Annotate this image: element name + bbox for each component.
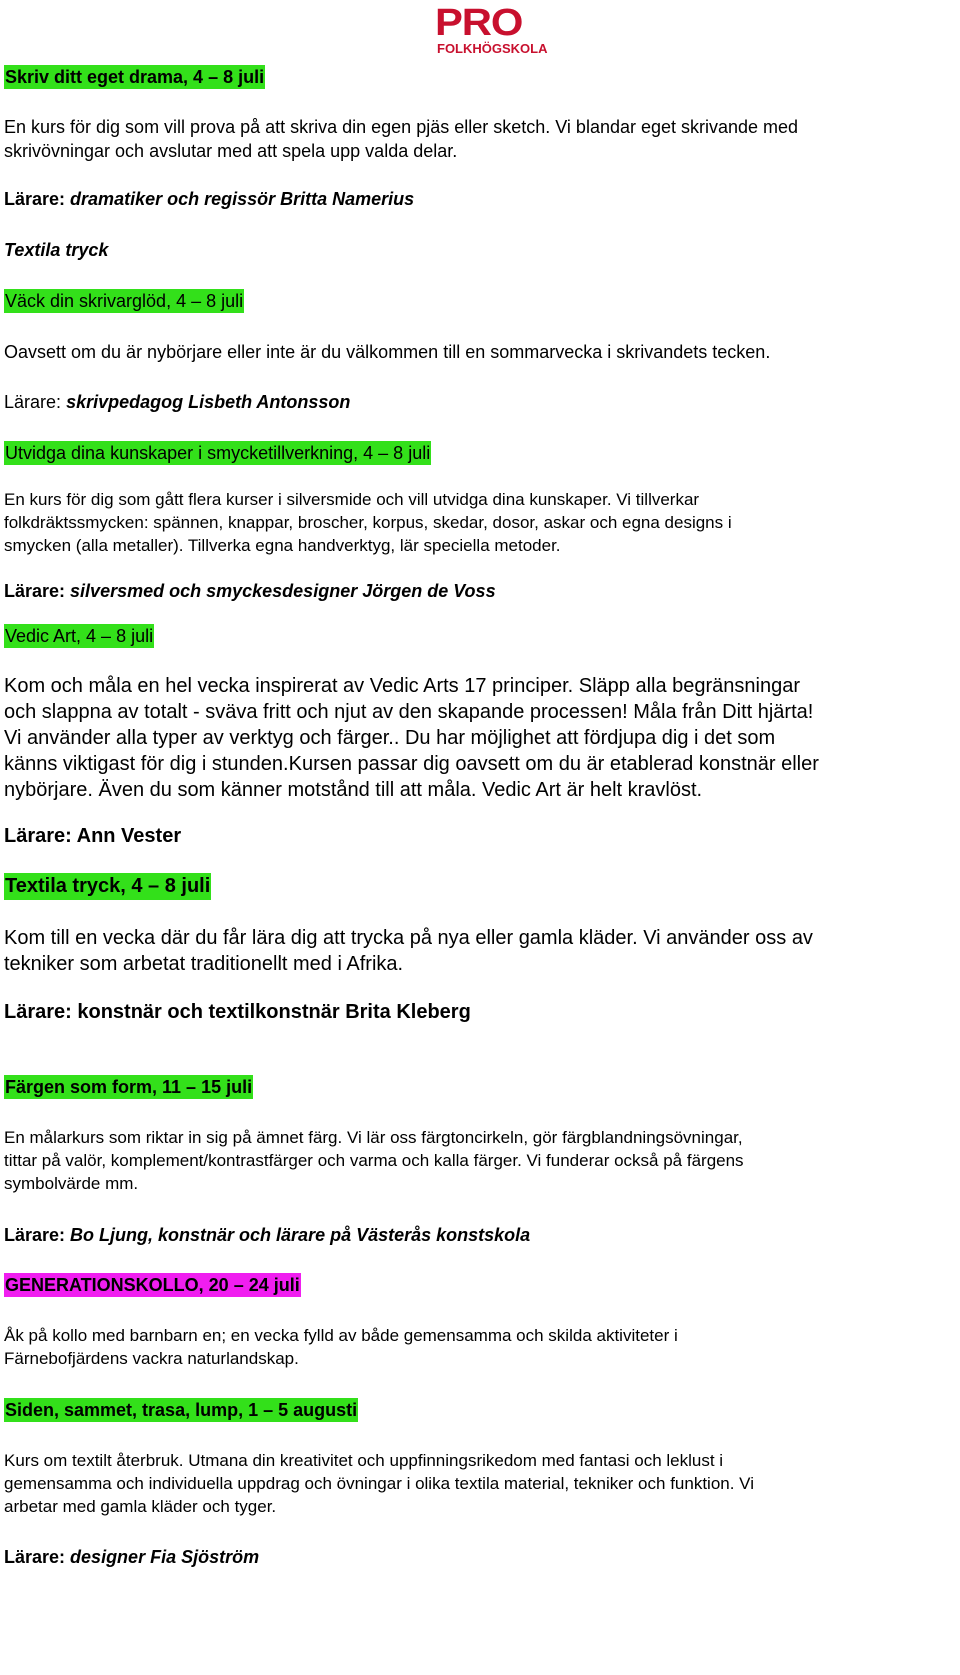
logo-main-text: PRO: [435, 2, 523, 44]
course-title: Utvidga dina kunskaper i smycketillverkning, 4 – 8 juli: [5, 443, 431, 463]
course-description: Kurs om textilt återbruk. Utmana din kreativitet och uppfinningsrikedom med fantasi och leklust i gemensamma och individuella uppdrag och övningar i olika textila material, tekniker och funktion. Vi arbetar med gamla kläder och tyger.: [4, 1451, 754, 1516]
course-description: Oavsett om du är nybörjare eller inte är du välkommen till en sommarvecka i skrivandets tecken.: [4, 342, 771, 362]
course-description: En målarkurs som riktar in sig på ämnet färg. Vi lär oss färgtoncirkeln, gör färgblandningsövningar, tittar på valör, komplement/kontrastfärger och varma och kalla färger. Vi funderar också på färgens symbolvärde mm.: [4, 1128, 744, 1193]
course-teacher: Lärare: silversmed och smyckesdesigner Jörgen de Voss: [4, 581, 496, 601]
course-title: Vedic Art, 4 – 8 juli: [5, 626, 154, 646]
logo-sub-text: FOLKHÖGSKOLA: [437, 41, 548, 56]
course-title: Väck din skrivarglöd, 4 – 8 juli: [5, 291, 244, 311]
course-teacher: Lärare: Bo Ljung, konstnär och lärare på Västerås konstskola: [4, 1225, 531, 1245]
course-title: Textila tryck, 4 – 8 juli: [4, 873, 211, 900]
course-description: En kurs för dig som gått flera kurser i silversmide och vill utvidga dina kunskaper. Vi tillverkar folkdräktssmycken: spännen, knappar, broscher, korpus, skedar, dosor, askar och egna designs i smycken (alla metaller). Tillverka egna handverktyg, lär speciella metoder.: [4, 490, 732, 555]
course-title: GENERATIONSKOLLO, 20 – 24 juli: [5, 1275, 300, 1295]
course-teacher: Lärare: skrivpedagog Lisbeth Antonsson: [4, 392, 351, 412]
pro-folkhogskola-logo: [435, 2, 548, 58]
course-description: Kom till en vecka där du får lära dig att trycka på nya eller gamla kläder. Vi använder oss av tekniker som arbetat traditionellt med i Afrika.: [4, 927, 813, 975]
course-description: Kom och måla en hel vecka inspirerat av Vedic Arts 17 principer. Släpp alla begränsningar och slappna av totalt - sväva fritt och njut av den skapande processen! Måla från Ditt hjärta! Vi använder alla typer av verktyg och färger.. Du har möjlighet att fördjupa dig i det som känns viktigast för dig i stunden.Kursen passar dig oavsett om du är etablerad konstnär eller nybörjare. Även du som känner motstånd till att måla. Vedic Art är helt kravlöst.: [4, 675, 819, 801]
course-title: Siden, sammet, trasa, lump, 1 – 5 augusti: [5, 1400, 358, 1420]
course-teacher: Lärare: Ann Vester: [4, 825, 182, 847]
section-label: Textila tryck: [4, 240, 109, 260]
course-description: Åk på kollo med barnbarn en; en vecka fylld av både gemensamma och skilda aktiviteter i Färnebofjärdens vackra naturlandskap.: [4, 1326, 678, 1368]
course-teacher: Lärare: dramatiker och regissör Britta Namerius: [4, 189, 415, 209]
course-title: Skriv ditt eget drama, 4 – 8 juli: [5, 67, 265, 87]
course-teacher: Lärare: designer Fia Sjöström: [4, 1547, 260, 1567]
course-teacher: Lärare: konstnär och textilkonstnär Brita Kleberg: [4, 1001, 471, 1023]
course-title: Färgen som form, 11 – 15 juli: [5, 1077, 253, 1097]
course-description: En kurs för dig som vill prova på att skriva din egen pjäs eller sketch. Vi blandar eget skrivande med skrivövningar och avslutar med att spela upp valda delar.: [4, 117, 799, 161]
